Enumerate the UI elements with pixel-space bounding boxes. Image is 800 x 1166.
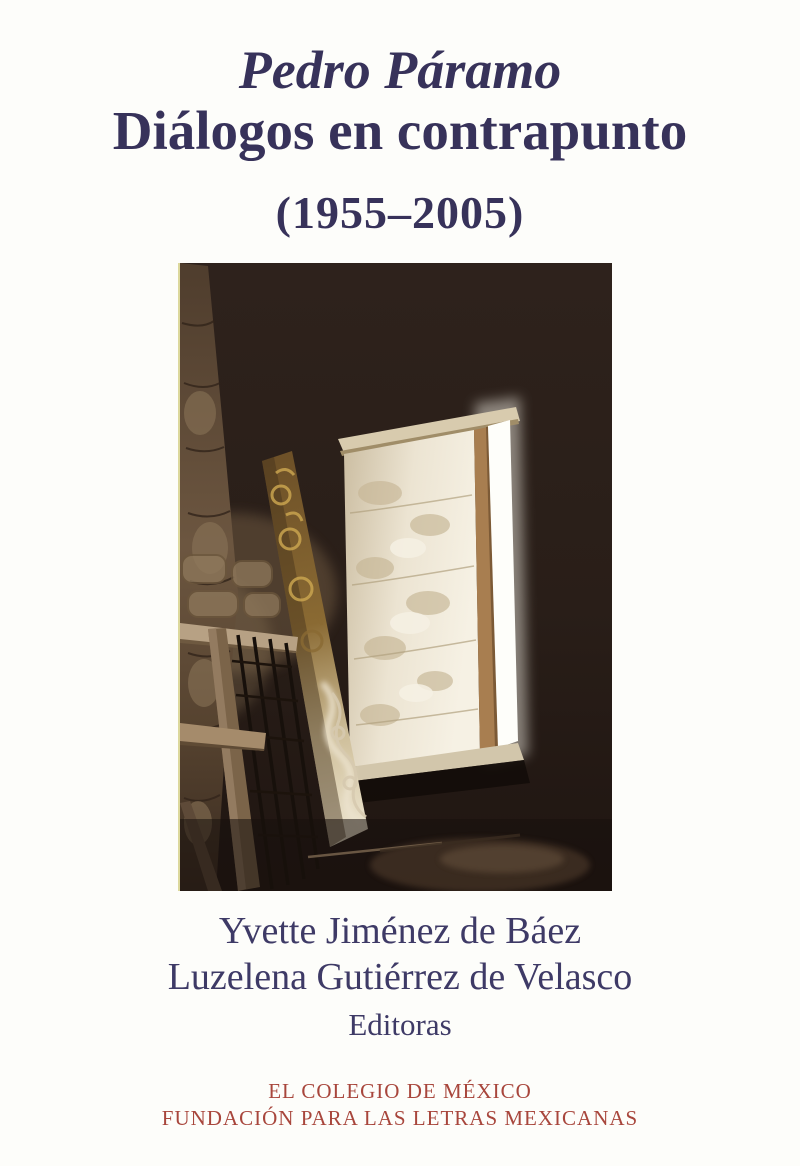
authors-block — [0, 908, 800, 1043]
author-name: Luzelena Gutiérrez de Velasco — [167, 956, 633, 999]
title-block — [0, 42, 800, 239]
publisher-name: FUNDACIÓN PARA LAS LETRAS MEXICANAS — [161, 1106, 639, 1131]
book-subtitle: Diálogos en contrapunto — [112, 99, 688, 161]
editors-label: Editoras — [348, 1006, 452, 1042]
publisher-block — [0, 1078, 800, 1133]
cover-photo — [178, 263, 612, 891]
cover-photo-illustration — [180, 263, 612, 891]
book-years: (1955–2005) — [275, 187, 525, 239]
author-name: Yvette Jiménez de Báez — [218, 910, 582, 952]
book-title: Pedro Páramo — [238, 40, 562, 100]
publisher-name: EL COLEGIO DE MÉXICO — [268, 1079, 532, 1103]
